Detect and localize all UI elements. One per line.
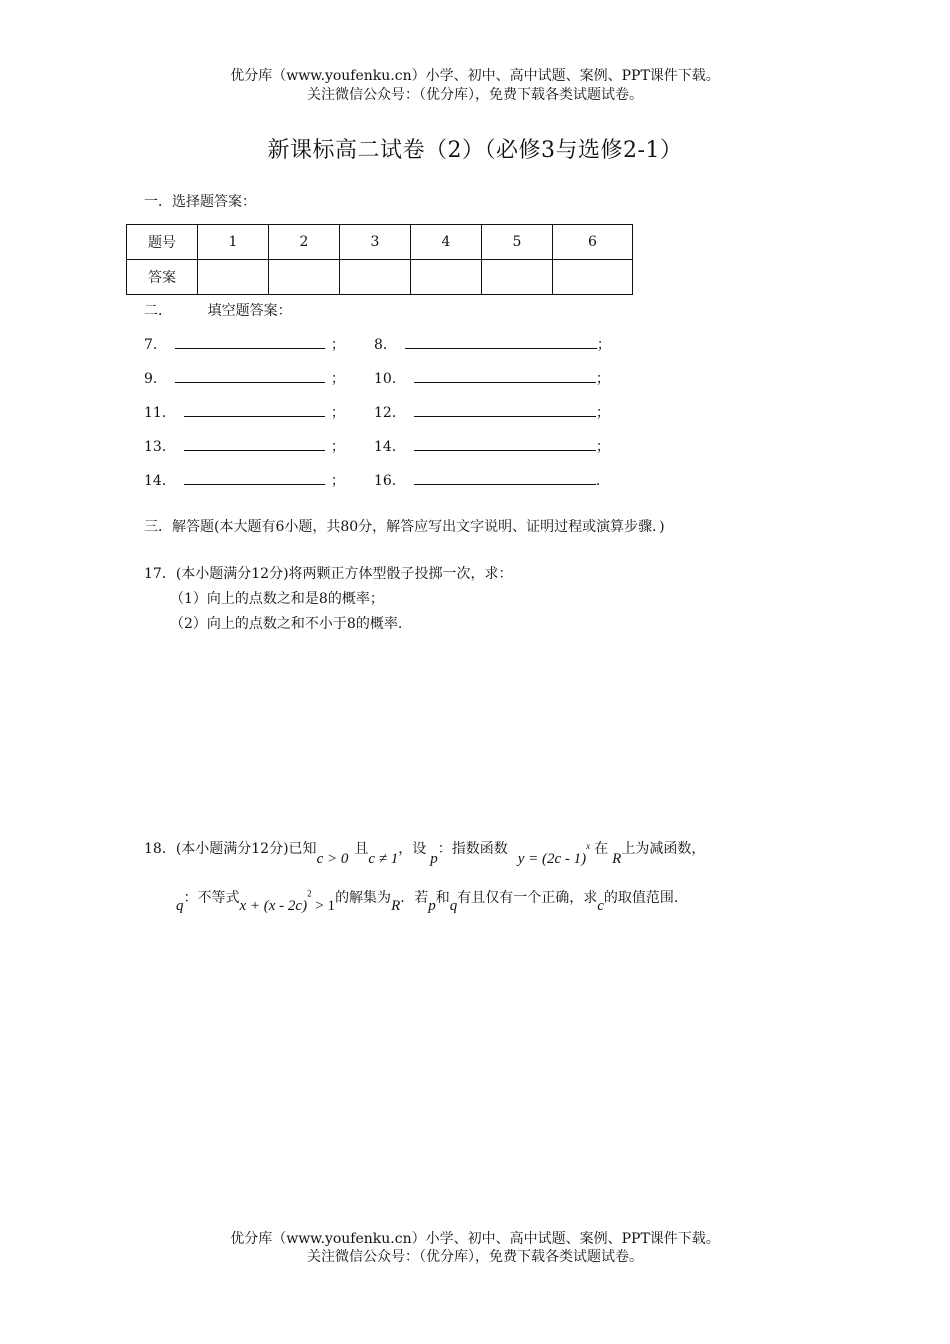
fill-row: [374, 402, 610, 422]
fill-number: 13．: [144, 439, 176, 455]
q18-text: ：指数函数: [437, 841, 508, 857]
fill-separator: ；: [330, 371, 345, 387]
q18-text: 18．(本小题满分12分)已知: [144, 841, 317, 857]
q18-math-sup: x: [586, 841, 591, 852]
fill-row: [144, 334, 345, 354]
fill-separator: ；: [595, 371, 610, 387]
q18-text: 在: [594, 841, 609, 857]
fill-end: ．: [595, 473, 610, 489]
q18-text: 的解集为: [335, 890, 392, 906]
section-3-label: 三．解答题(本大题有6小题，共80分，解答应写出文字说明、证明过程或演算步骤．): [144, 519, 665, 535]
fill-blank: [414, 438, 596, 451]
q18-math: c: [597, 898, 604, 914]
q18-text: ，设: [398, 841, 427, 857]
q18-text: 上为减函数，: [621, 841, 706, 857]
fill-row: [144, 436, 345, 456]
q18-math: q: [176, 898, 184, 914]
q18-text: ．若: [400, 890, 429, 906]
table-header-cell: 答案: [127, 260, 198, 295]
answer-cell: [553, 260, 633, 295]
fill-row: [374, 334, 611, 354]
fill-row: [374, 436, 610, 456]
fill-blank: [405, 336, 597, 349]
fill-number: 7．: [144, 337, 167, 353]
table-row: [127, 225, 633, 260]
answer-cell: [482, 260, 553, 295]
table-cell: 1: [198, 225, 269, 260]
fill-number: 14．: [144, 473, 176, 489]
header-line-2: 关注微信公众号：（优分库），免费下载各类试题试卷。: [307, 87, 643, 103]
fill-separator: ；: [330, 473, 345, 489]
q18-math: R: [612, 851, 622, 867]
question-18-line-1: [144, 838, 706, 867]
section-1-label: 一．选择题答案：: [144, 194, 256, 210]
fill-row: [144, 402, 345, 422]
fill-blank: [414, 472, 596, 485]
answer-table: [126, 224, 633, 295]
fill-blank: [414, 370, 596, 383]
table-cell: 3: [340, 225, 411, 260]
q18-text: 且: [354, 841, 369, 857]
fill-blank: [175, 336, 325, 349]
q18-math: p: [430, 851, 438, 867]
question-18-line-2: [176, 887, 679, 914]
question-17-part-2: （2）向上的点数之和不小于8的概率.: [170, 616, 403, 632]
answer-cell: [411, 260, 482, 295]
fill-number: 14．: [374, 439, 406, 455]
fill-separator: ；: [596, 337, 611, 353]
q18-math: q: [449, 898, 458, 914]
table-row: [127, 260, 633, 295]
section-2-label: 二． 填空题答案：: [144, 303, 292, 319]
fill-number: 16．: [374, 473, 406, 489]
question-17-stem: 17．(本小题满分12分)将两颗正方体型骰子投掷一次，求：: [144, 566, 513, 582]
q18-math: p: [428, 898, 436, 914]
q18-math: c > 0: [316, 851, 349, 867]
q18-text: ：不等式: [183, 890, 240, 906]
page-title: 新课标高二试卷（2）（必修3与选修2-1）: [267, 138, 683, 163]
q18-math: y = (2c - 1): [517, 851, 587, 867]
q18-text: 有且仅有一个正确，求: [457, 890, 598, 906]
answer-cell: [198, 260, 269, 295]
fill-separator: ；: [595, 405, 610, 421]
footer-line-2: 关注微信公众号：（优分库），免费下载各类试题试卷。: [307, 1249, 643, 1265]
q18-math: c ≠ 1: [368, 851, 399, 867]
question-17-part-1: （1）向上的点数之和是8的概率；: [170, 591, 384, 607]
fill-blank: [184, 438, 325, 451]
fill-blank: [175, 370, 325, 383]
fill-separator: ；: [330, 405, 345, 421]
fill-row: [374, 368, 610, 388]
fill-separator: ；: [595, 439, 610, 455]
q18-text: 和: [435, 890, 450, 906]
fill-separator: ；: [330, 337, 345, 353]
fill-number: 12．: [374, 405, 406, 421]
footer-line-1: 优分库（www.youfenku.cn）小学、初中、高中试题、案例、PPT课件下载。: [230, 1231, 720, 1247]
fill-number: 11．: [144, 405, 176, 421]
q18-math: x + (x - 2c): [239, 898, 308, 914]
table-cell: 6: [553, 225, 633, 260]
fill-row: [144, 470, 345, 490]
q18-math-sup: 2: [307, 888, 312, 899]
q18-math: > 1: [311, 898, 336, 914]
fill-blank: [184, 472, 325, 485]
table-cell: 4: [411, 225, 482, 260]
q18-math: R: [391, 898, 401, 914]
fill-row: [374, 470, 610, 490]
q18-text: 的取值范围.: [603, 890, 679, 906]
fill-number: 10．: [374, 371, 406, 387]
fill-separator: ；: [330, 439, 345, 455]
fill-blank: [184, 404, 325, 417]
fill-number: 9．: [144, 371, 167, 387]
fill-number: 8．: [374, 337, 397, 353]
table-cell: 2: [269, 225, 340, 260]
fill-blank: [414, 404, 596, 417]
answer-cell: [269, 260, 340, 295]
answer-cell: [340, 260, 411, 295]
table-header-cell: 题号: [127, 225, 198, 260]
table-cell: 5: [482, 225, 553, 260]
header-line-1: 优分库（www.youfenku.cn）小学、初中、高中试题、案例、PPT课件下载。: [230, 68, 720, 84]
fill-row: [144, 368, 345, 388]
